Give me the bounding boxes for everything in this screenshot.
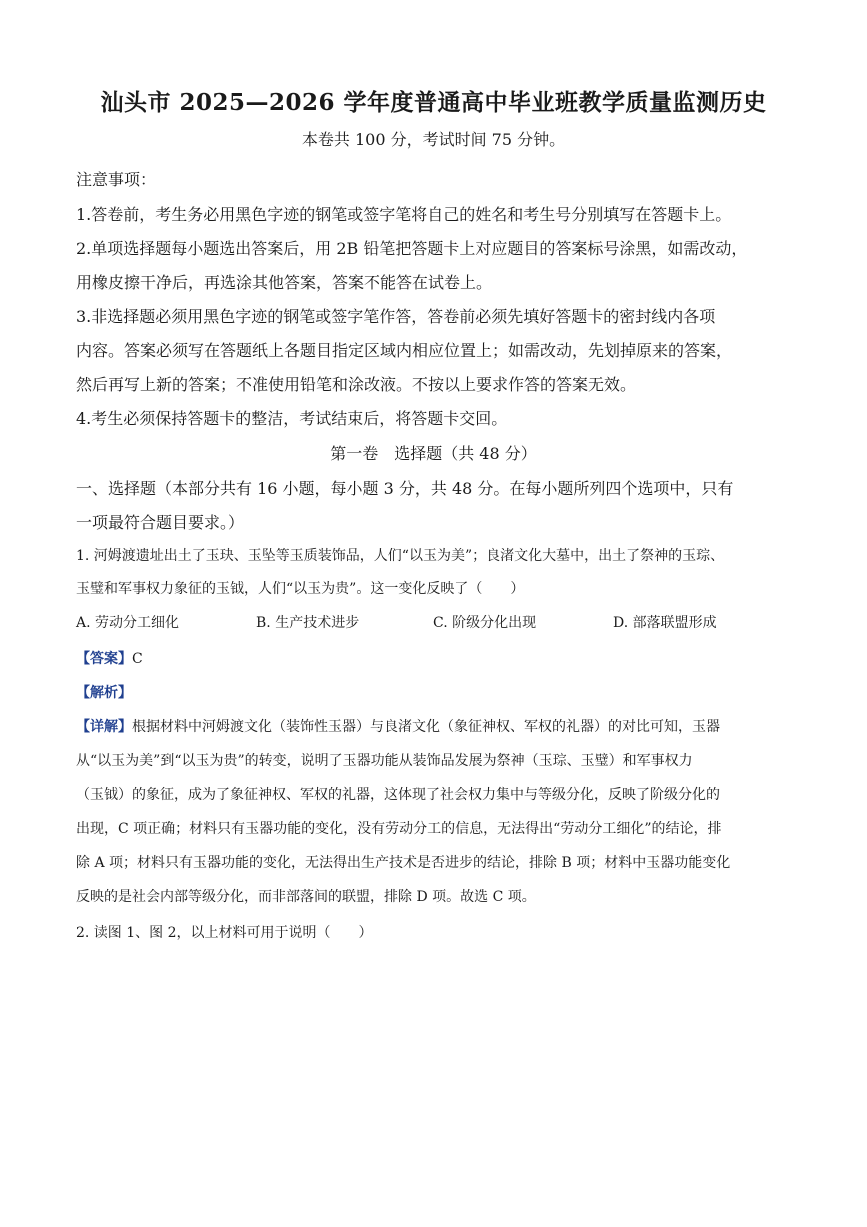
option-b: B. 生产技术进步 [256, 615, 360, 631]
detail-text: 出现，C 项正确；材料只有玉器功能的变化，没有劳动分工的信息，无法得出“劳动分工细化”的结论，排 [76, 821, 722, 837]
page-title: 汕头市 2025—2026 学年度普通高中毕业班教学质量监测历史 [100, 89, 767, 116]
detail-tag: 【详解】 [76, 719, 132, 735]
notice-line: 4.考生必须保持答题卡的整洁，考试结束后，将答题卡交回。 [76, 409, 508, 428]
part-heading: 第一卷 选择题（共 48 分） [330, 444, 537, 463]
option-a: A. 劳动分工细化 [76, 615, 180, 631]
question-1-stem: 1. 河姆渡遗址出土了玉玦、玉坠等玉质装饰品，人们“以玉为美”；良渚文化大墓中，出土了祭神的玉琮、 [76, 548, 725, 564]
question-1-stem: 玉璧和军事权力象征的玉钺，人们“以玉为贵”。这一变化反映了（ ） [76, 581, 525, 597]
section-intro: 一项最符合题目要求。） [76, 513, 245, 532]
exam-info: 本卷共 100 分，考试时间 75 分钟。 [301, 130, 566, 149]
notice-line: 然后再写上新的答案；不准使用铅笔和涂改液。不按以上要求作答的答案无效。 [76, 375, 637, 394]
answer-tag: 【答案】 [76, 651, 132, 667]
detail-text: 除 A 项；材料只有玉器功能的变化，无法得出生产技术是否进步的结论，排除 B 项；材料中玉器功能变化 [76, 855, 731, 871]
option-c: C. 阶级分化出现 [433, 615, 537, 631]
detail-line [76, 716, 720, 736]
answer-line [76, 648, 143, 668]
question-2-stem: 2. 读图 1、图 2，以上材料可用于说明（ ） [76, 925, 373, 941]
question-1-options [76, 612, 796, 634]
notice-line: 3.非选择题必须用黑色字迹的钢笔或签字笔作答，答卷前必须先填好答题卡的密封线内各项 [76, 307, 716, 326]
notice-line: 内容。答案必须写在答题纸上各题目指定区域内相应位置上；如需改动，先划掉原来的答案， [76, 341, 733, 360]
notice-line: 1.答卷前，考生务必用黑色字迹的钢笔或签字笔将自己的姓名和考生号分别填写在答题卡上。 [76, 205, 732, 224]
notice-heading: 注意事项： [76, 170, 157, 189]
detail-text: （玉钺）的象征，成为了象征神权、军权的礼器，这体现了社会权力集中与等级分化，反映了阶级分化的 [76, 787, 720, 803]
section-intro: 一、选择题（本部分共有 16 小题，每小题 3 分，共 48 分。在每小题所列四个选项中，只有 [76, 479, 734, 498]
detail-text: 从“以玉为美”到“以玉为贵”的转变，说明了玉器功能从装饰品发展为祭神（玉琮、玉璧）和军事权力 [76, 753, 693, 769]
detail-text: 反映的是社会内部等级分化，而非部落间的联盟，排除 D 项。故选 C 项。 [76, 889, 536, 905]
analysis-line [76, 682, 132, 702]
notice-line: 2.单项选择题每小题选出答案后，用 2B 铅笔把答题卡上对应题目的答案标号涂黑，如需改动， [76, 239, 748, 258]
option-d: D. 部落联盟形成 [613, 615, 717, 631]
detail-text: 根据材料中河姆渡文化（装饰性玉器）与良渚文化（象征神权、军权的礼器）的对比可知，玉器 [132, 719, 720, 735]
analysis-tag: 【解析】 [76, 685, 132, 701]
notice-line: 用橡皮擦干净后，再选涂其他答案，答案不能答在试卷上。 [76, 273, 493, 292]
answer-value: C [132, 651, 143, 667]
